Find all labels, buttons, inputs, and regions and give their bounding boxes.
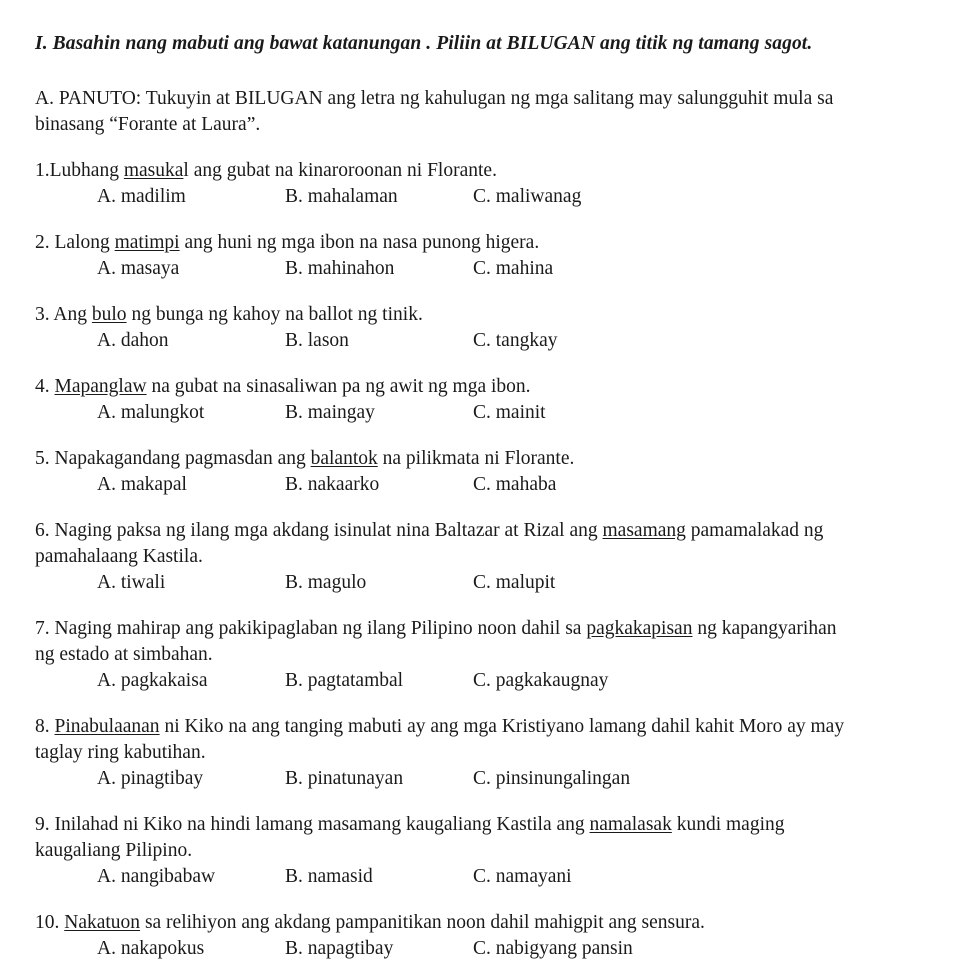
option-c-letter: C. bbox=[473, 258, 491, 279]
option-b-letter: B. bbox=[285, 402, 303, 423]
option-c[interactable] bbox=[473, 570, 939, 596]
question-text-before: 9. Inilahad ni Kiko na hindi lamang masamang kaugaliang Kastila ang bbox=[35, 814, 590, 835]
instruction-paragraph bbox=[35, 86, 939, 138]
options-row bbox=[35, 400, 939, 426]
question-text-after: ng bunga ng kahoy na ballot ng tinik. bbox=[126, 304, 423, 325]
option-c-text: mahina bbox=[495, 258, 554, 279]
question-text-before: 4. bbox=[35, 376, 55, 397]
option-b-text: mahalaman bbox=[307, 186, 398, 207]
option-b-text: pagtatambal bbox=[307, 670, 404, 691]
option-a-letter: A. bbox=[97, 474, 116, 495]
option-b-text: maingay bbox=[307, 402, 375, 423]
option-b[interactable] bbox=[285, 570, 473, 596]
question-block bbox=[35, 302, 939, 354]
question-text bbox=[35, 374, 939, 400]
option-b-text: pinatunayan bbox=[307, 768, 404, 789]
option-c[interactable] bbox=[473, 184, 939, 210]
option-a-text: dahon bbox=[120, 330, 169, 351]
underlined-word: Nakatuon bbox=[64, 912, 141, 933]
underlined-word: pagkakapisan bbox=[586, 618, 693, 639]
question-text-line2: kaugaliang Pilipino. bbox=[35, 840, 193, 861]
question-block bbox=[35, 446, 939, 498]
option-b[interactable] bbox=[285, 472, 473, 498]
option-b-letter: B. bbox=[285, 258, 303, 279]
question-block bbox=[35, 518, 939, 596]
option-a-letter: A. bbox=[97, 258, 116, 279]
option-b[interactable] bbox=[285, 864, 473, 890]
option-b-letter: B. bbox=[285, 866, 303, 887]
option-b-letter: B. bbox=[285, 938, 303, 959]
option-c[interactable] bbox=[473, 400, 939, 426]
question-text-line2: ng estado at simbahan. bbox=[35, 644, 213, 665]
question-text-before: 7. Naging mahirap ang pakikipaglaban ng ilang Pilipino noon dahil sa bbox=[35, 618, 587, 639]
option-c-text: namayani bbox=[495, 866, 572, 887]
question-text bbox=[35, 616, 939, 642]
option-b-text: mahinahon bbox=[307, 258, 395, 279]
question-text-after: na pilikmata ni Florante. bbox=[377, 448, 575, 469]
question-text-after: kundi maging bbox=[671, 814, 785, 835]
option-c-text: mainit bbox=[495, 402, 546, 423]
option-a-text: nangibabaw bbox=[120, 866, 216, 887]
option-c[interactable] bbox=[473, 472, 939, 498]
option-a[interactable] bbox=[97, 864, 285, 890]
option-b[interactable] bbox=[285, 668, 473, 694]
option-c-letter: C. bbox=[473, 186, 491, 207]
options-row bbox=[35, 864, 939, 890]
question-text-before: 5. Napakagandang pagmasdan ang bbox=[35, 448, 311, 469]
option-c[interactable] bbox=[473, 256, 939, 282]
question-block bbox=[35, 616, 939, 694]
options-row bbox=[35, 570, 939, 596]
option-c-letter: C. bbox=[473, 768, 491, 789]
option-a-letter: A. bbox=[97, 768, 116, 789]
option-c[interactable] bbox=[473, 936, 939, 962]
question-text-after: ang huni ng mga ibon na nasa punong higera. bbox=[179, 232, 540, 253]
question-text-after: ng kapangyarihan bbox=[692, 618, 837, 639]
options-row bbox=[35, 668, 939, 694]
instruction-line2: binasang “Forante at Laura”. bbox=[35, 114, 261, 135]
option-a[interactable] bbox=[97, 184, 285, 210]
underlined-word: namalasak bbox=[589, 814, 672, 835]
option-c-letter: C. bbox=[473, 330, 491, 351]
option-a-letter: A. bbox=[97, 572, 116, 593]
question-block bbox=[35, 812, 939, 890]
underlined-word: Pinabulaanan bbox=[54, 716, 160, 737]
underlined-word: bulo bbox=[91, 304, 127, 325]
option-a-letter: A. bbox=[97, 402, 116, 423]
question-text-before: 6. Naging paksa ng ilang mga akdang isinulat nina Baltazar at Rizal ang bbox=[35, 520, 603, 541]
option-b[interactable] bbox=[285, 184, 473, 210]
question-text-after: l ang gubat na kinaroroonan ni Florante. bbox=[183, 160, 497, 181]
question-text-before: 1.Lubhang bbox=[35, 160, 124, 181]
option-c-text: mahaba bbox=[495, 474, 557, 495]
option-a[interactable] bbox=[97, 472, 285, 498]
question-text bbox=[35, 714, 939, 740]
option-c-letter: C. bbox=[473, 938, 491, 959]
option-c[interactable] bbox=[473, 766, 939, 792]
question-text-before: 10. bbox=[35, 912, 65, 933]
option-a-letter: A. bbox=[97, 186, 116, 207]
option-c-text: maliwanag bbox=[495, 186, 582, 207]
question-text bbox=[35, 910, 939, 936]
underlined-word: Mapanglaw bbox=[54, 376, 147, 397]
options-row bbox=[35, 472, 939, 498]
option-a-letter: A. bbox=[97, 670, 116, 691]
question-text bbox=[35, 230, 939, 256]
option-a-text: pagkakaisa bbox=[120, 670, 208, 691]
option-a[interactable] bbox=[97, 256, 285, 282]
option-a-letter: A. bbox=[97, 866, 116, 887]
option-a[interactable] bbox=[97, 328, 285, 354]
underlined-word: masamang bbox=[602, 520, 686, 541]
question-text-after: sa relihiyon ang akdang pampanitikan noon dahil mahigpit ang sensura. bbox=[140, 912, 705, 933]
option-b-letter: B. bbox=[285, 474, 303, 495]
option-b-letter: B. bbox=[285, 330, 303, 351]
option-b-letter: B. bbox=[285, 768, 303, 789]
question-list bbox=[35, 158, 939, 962]
options-row bbox=[35, 256, 939, 282]
option-c-letter: C. bbox=[473, 866, 491, 887]
underlined-word: masuka bbox=[123, 160, 184, 181]
option-a[interactable] bbox=[97, 570, 285, 596]
option-c-letter: C. bbox=[473, 670, 491, 691]
options-row bbox=[35, 184, 939, 210]
option-a-text: tiwali bbox=[120, 572, 166, 593]
option-b-text: napagtibay bbox=[307, 938, 394, 959]
option-b-text: lason bbox=[307, 330, 349, 351]
option-b-letter: B. bbox=[285, 186, 303, 207]
question-block bbox=[35, 374, 939, 426]
option-a-text: malungkot bbox=[120, 402, 205, 423]
option-b[interactable] bbox=[285, 328, 473, 354]
option-c-text: tangkay bbox=[495, 330, 558, 351]
question-block bbox=[35, 158, 939, 210]
option-a[interactable] bbox=[97, 766, 285, 792]
options-row bbox=[35, 328, 939, 354]
question-text-after: ni Kiko na ang tanging mabuti ay ang mga Kristiyano lamang dahil kahit Moro ay may bbox=[159, 716, 845, 737]
option-b-text: nakaarko bbox=[307, 474, 380, 495]
question-text-before: 8. bbox=[35, 716, 55, 737]
question-text bbox=[35, 158, 939, 184]
option-c[interactable] bbox=[473, 328, 939, 354]
option-a[interactable] bbox=[97, 400, 285, 426]
instruction-line1: A. PANUTO: Tukuyin at BILUGAN ang letra ng kahulugan ng mga salitang may salungguhit mula sa bbox=[35, 88, 834, 109]
option-c[interactable] bbox=[473, 864, 939, 890]
question-text-before: 3. Ang bbox=[35, 304, 92, 325]
option-b[interactable] bbox=[285, 766, 473, 792]
option-c-text: pinsinungalingan bbox=[495, 768, 631, 789]
option-b-letter: B. bbox=[285, 572, 303, 593]
option-c-letter: C. bbox=[473, 402, 491, 423]
option-c-text: pagkakaugnay bbox=[495, 670, 609, 691]
option-c[interactable] bbox=[473, 668, 939, 694]
question-block bbox=[35, 714, 939, 792]
option-a-text: madilim bbox=[120, 186, 186, 207]
section-heading: I. Basahin nang mabuti ang bawat katanungan . Piliin at BILUGAN ang titik ng tamang sagot. bbox=[35, 33, 813, 54]
question-text-after: pamamalakad ng bbox=[685, 520, 824, 541]
option-b[interactable] bbox=[285, 256, 473, 282]
options-row bbox=[35, 766, 939, 792]
option-a-text: pinagtibay bbox=[120, 768, 204, 789]
question-text-after: na gubat na sinasaliwan pa ng awit ng mga ibon. bbox=[146, 376, 531, 397]
option-a[interactable] bbox=[97, 936, 285, 962]
option-a-letter: A. bbox=[97, 330, 116, 351]
option-b-text: namasid bbox=[307, 866, 373, 887]
option-a-letter: A. bbox=[97, 938, 116, 959]
question-text bbox=[35, 446, 939, 472]
question-text-before: 2. Lalong bbox=[35, 232, 115, 253]
option-b[interactable] bbox=[285, 400, 473, 426]
option-b-text: magulo bbox=[307, 572, 367, 593]
question-block bbox=[35, 910, 939, 962]
question-text bbox=[35, 812, 939, 838]
options-row bbox=[35, 936, 939, 962]
question-text bbox=[35, 518, 939, 544]
option-a-text: nakapokus bbox=[120, 938, 205, 959]
option-b-letter: B. bbox=[285, 670, 303, 691]
underlined-word: balantok bbox=[310, 448, 378, 469]
option-c-text: nabigyang pansin bbox=[495, 938, 633, 959]
question-block bbox=[35, 230, 939, 282]
option-a[interactable] bbox=[97, 668, 285, 694]
option-c-text: malupit bbox=[495, 572, 556, 593]
option-c-letter: C. bbox=[473, 572, 491, 593]
question-text bbox=[35, 302, 939, 328]
question-text-line2: taglay ring kabutihan. bbox=[35, 742, 206, 763]
option-c-letter: C. bbox=[473, 474, 491, 495]
underlined-word: matimpi bbox=[114, 232, 180, 253]
option-a-text: makapal bbox=[120, 474, 187, 495]
option-b[interactable] bbox=[285, 936, 473, 962]
option-a-text: masaya bbox=[120, 258, 180, 279]
question-text-line2: pamahalaang Kastila. bbox=[35, 546, 203, 567]
